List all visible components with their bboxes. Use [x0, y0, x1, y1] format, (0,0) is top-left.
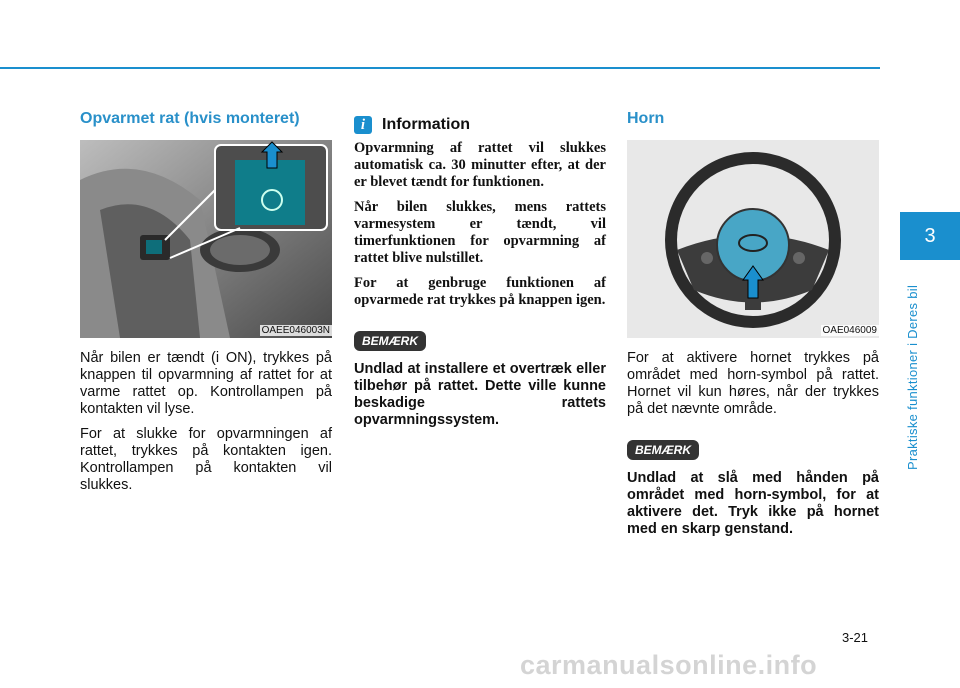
right-column: [627, 100, 879, 538]
chapter-title: Praktiske funktioner i Deres bil: [905, 284, 920, 470]
chapter-tab: [900, 212, 960, 260]
left-column: [80, 100, 332, 494]
information-header: [354, 116, 606, 134]
heated-wheel-heading: Opvarmet rat (hvis monteret): [80, 110, 300, 127]
horn-heading: Horn: [627, 110, 665, 127]
horn-image: [627, 140, 879, 338]
chapter-number: 3: [924, 224, 936, 247]
note-text: Undlad at installere et overtræk eller tilbehør på rattet. Dette ville kunne beskadige rattets opvarmningssystem.: [354, 361, 606, 428]
image-code: OAEE046003N: [261, 325, 330, 336]
page-number: 3-21: [842, 630, 869, 645]
info-paragraph: Når bilen slukkes, mens rattets varmesystem er tændt, vil timerfunktionen for opvarmning af rattet blive nulstillet.: [354, 199, 606, 266]
info-icon: i: [354, 116, 372, 134]
heated-wheel-image: [80, 140, 332, 338]
top-rule: [0, 67, 880, 69]
note-text: Undlad at slå med hånden på området med horn-symbol, for at aktivere det. Tryk ikke på hornet med en skarp genstand.: [627, 470, 879, 537]
paragraph: Når bilen er tændt (i ON), trykkes på knappen til opvarmning af rattet for at varme rattet op. Kontrollampen på kontakten vil lyse.: [80, 350, 332, 417]
watermark: carmanualsonline.info: [520, 650, 818, 680]
middle-column: [354, 100, 606, 429]
paragraph: For at slukke for opvarmningen af rattet, trykkes på kontakten igen. Kontrollampen på kontakten vil slukkes.: [80, 426, 332, 493]
information-title: Information: [382, 116, 470, 133]
note-badge: BEMÆRK: [627, 440, 699, 460]
note-badge: BEMÆRK: [354, 331, 426, 351]
paragraph: For at aktivere hornet trykkes på området med horn-symbol på rattet. Hornet vil kun høres, når der trykkes på det nævnte område.: [627, 350, 879, 417]
info-paragraph: For at genbruge funktionen af opvarmede rat trykkes på knappen igen.: [354, 275, 606, 308]
image-code: OAE046009: [822, 325, 877, 336]
info-paragraph: Opvarmning af rattet vil slukkes automatisk ca. 30 minutter efter, at der er blevet tændt for funktionen.: [354, 140, 606, 190]
